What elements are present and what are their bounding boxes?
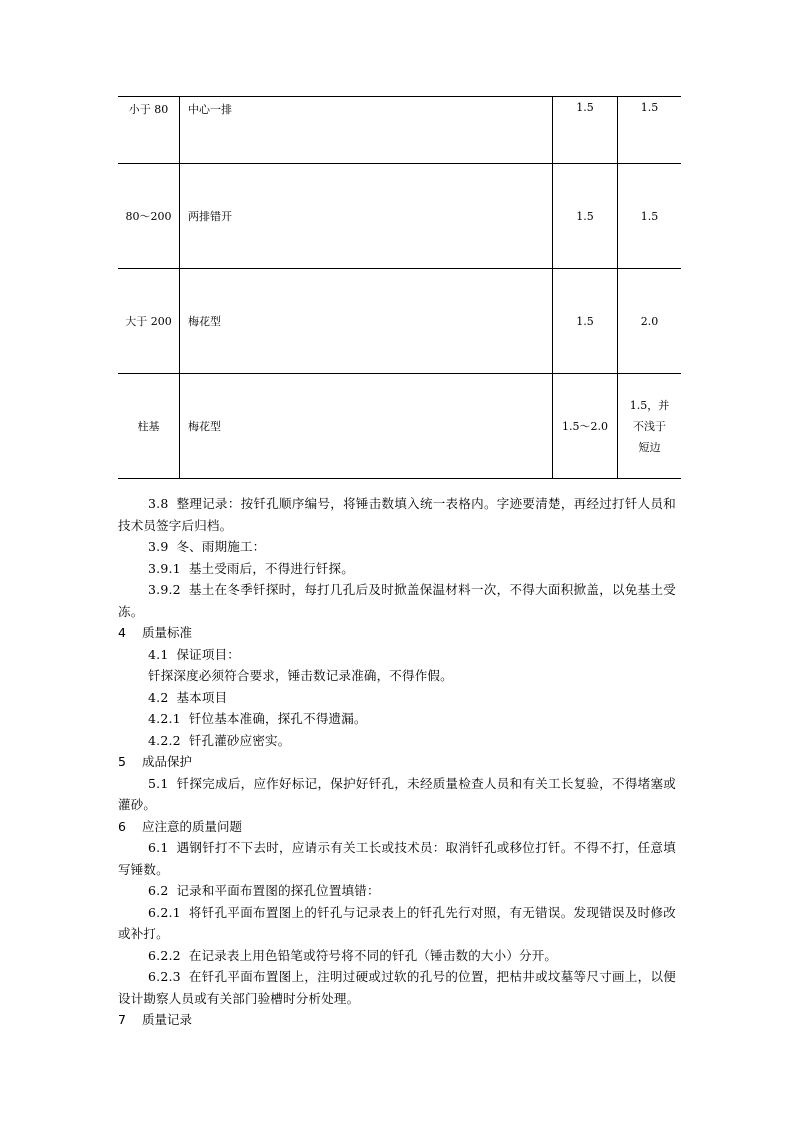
paragraph-5-1: 5.1 钎探完成后，应作好标记，保护好钎孔，未经质量检查人员和有关工长复验，不得堵塞或灌砂。 [118,775,676,812]
size-cell: 80～200 [118,164,180,269]
value-cell: 1.5～2.0 [553,374,618,479]
value-line: 1.5，并 [629,398,670,412]
arrangement-cell: 梅花型 [180,374,553,479]
document-body [118,493,676,1031]
value-cell: 1.5 [553,164,618,269]
table-row [118,97,681,164]
value-cell: 1.5 [618,164,682,269]
value-line: 短边 [638,440,661,454]
paragraph-6-1: 6.1 遇钢钎打不下去时，应请示有关工长或技术员：取消钎孔或移位打钎。不得不打，任意填写锤数。 [118,840,676,877]
section-heading-7: 7 质量记录 [118,1012,193,1027]
paragraph-4-2: 4.2 基本项目 [148,689,228,705]
arrangement-cell: 中心一排 [180,97,553,164]
value-cell: 1.5 [553,269,618,374]
size-cell: 大于 200 [118,269,180,374]
paragraph-4-2-2: 4.2.2 钎孔灌砂应密实。 [148,732,291,748]
paragraph-4-1: 4.1 保证项目： [148,646,240,662]
value-cell: 1.5 [618,97,682,164]
paragraph-6-2-1: 6.2.1 将钎孔平面布置图上的钎孔与记录表上的钎孔先行对照，有无错误。发现错误及时修改或补打。 [118,904,676,941]
section-heading-5: 5 成品保护 [118,754,193,769]
arrangement-cell: 梅花型 [180,269,553,374]
paragraph-3-8: 3.8 整理记录：按钎孔顺序编号，将锤击数填入统一表格内。字迹要清楚，再经过打钎人员和技术员签字后归档。 [118,496,676,533]
arrangement-cell: 两排错开 [180,164,553,269]
table-row [118,374,681,479]
paragraph-3-9-2: 3.9.2 基土在冬季钎探时，每打几孔后及时掀盖保温材料一次，不得大面积掀盖，以免基土受冻。 [118,582,676,619]
table-row [118,269,681,374]
paragraph-4-2-1: 4.2.1 钎位基本准确，探孔不得遗漏。 [148,711,367,726]
spacing-table [118,96,681,479]
section-heading-6: 6 应注意的质量问题 [118,818,243,834]
section-heading-4: 4 质量标准 [118,625,193,640]
size-cell: 柱基 [137,420,160,433]
paragraph-6-2: 6.2 记录和平面布置图的探孔位置填错： [148,883,380,898]
paragraph-4-1-text: 钎探深度必须符合要求，锤击数记录准确，不得作假。 [148,668,453,683]
paragraph-6-2-3: 6.2.3 在钎孔平面布置图上，注明过硬或过软的孔号的位置，把枯井或坟墓等尺寸画上，以便设计勘察人员或有关部门验槽时分析处理。 [118,969,676,1006]
table-row [118,164,681,269]
value-cell [618,374,682,479]
size-cell: 小于 80 [118,97,180,164]
paragraph-3-9: 3.9 冬、雨期施工： [148,539,266,554]
value-line: 不浅于 [633,419,666,433]
paragraph-6-2-2: 6.2.2 在记录表上用色铅笔或符号将不同的钎孔（锤击数的大小）分开。 [148,947,558,963]
paragraph-3-9-1: 3.9.1 基土受雨后，不得进行钎探。 [148,560,354,576]
value-cell: 2.0 [618,269,682,374]
value-cell: 1.5 [553,97,618,164]
